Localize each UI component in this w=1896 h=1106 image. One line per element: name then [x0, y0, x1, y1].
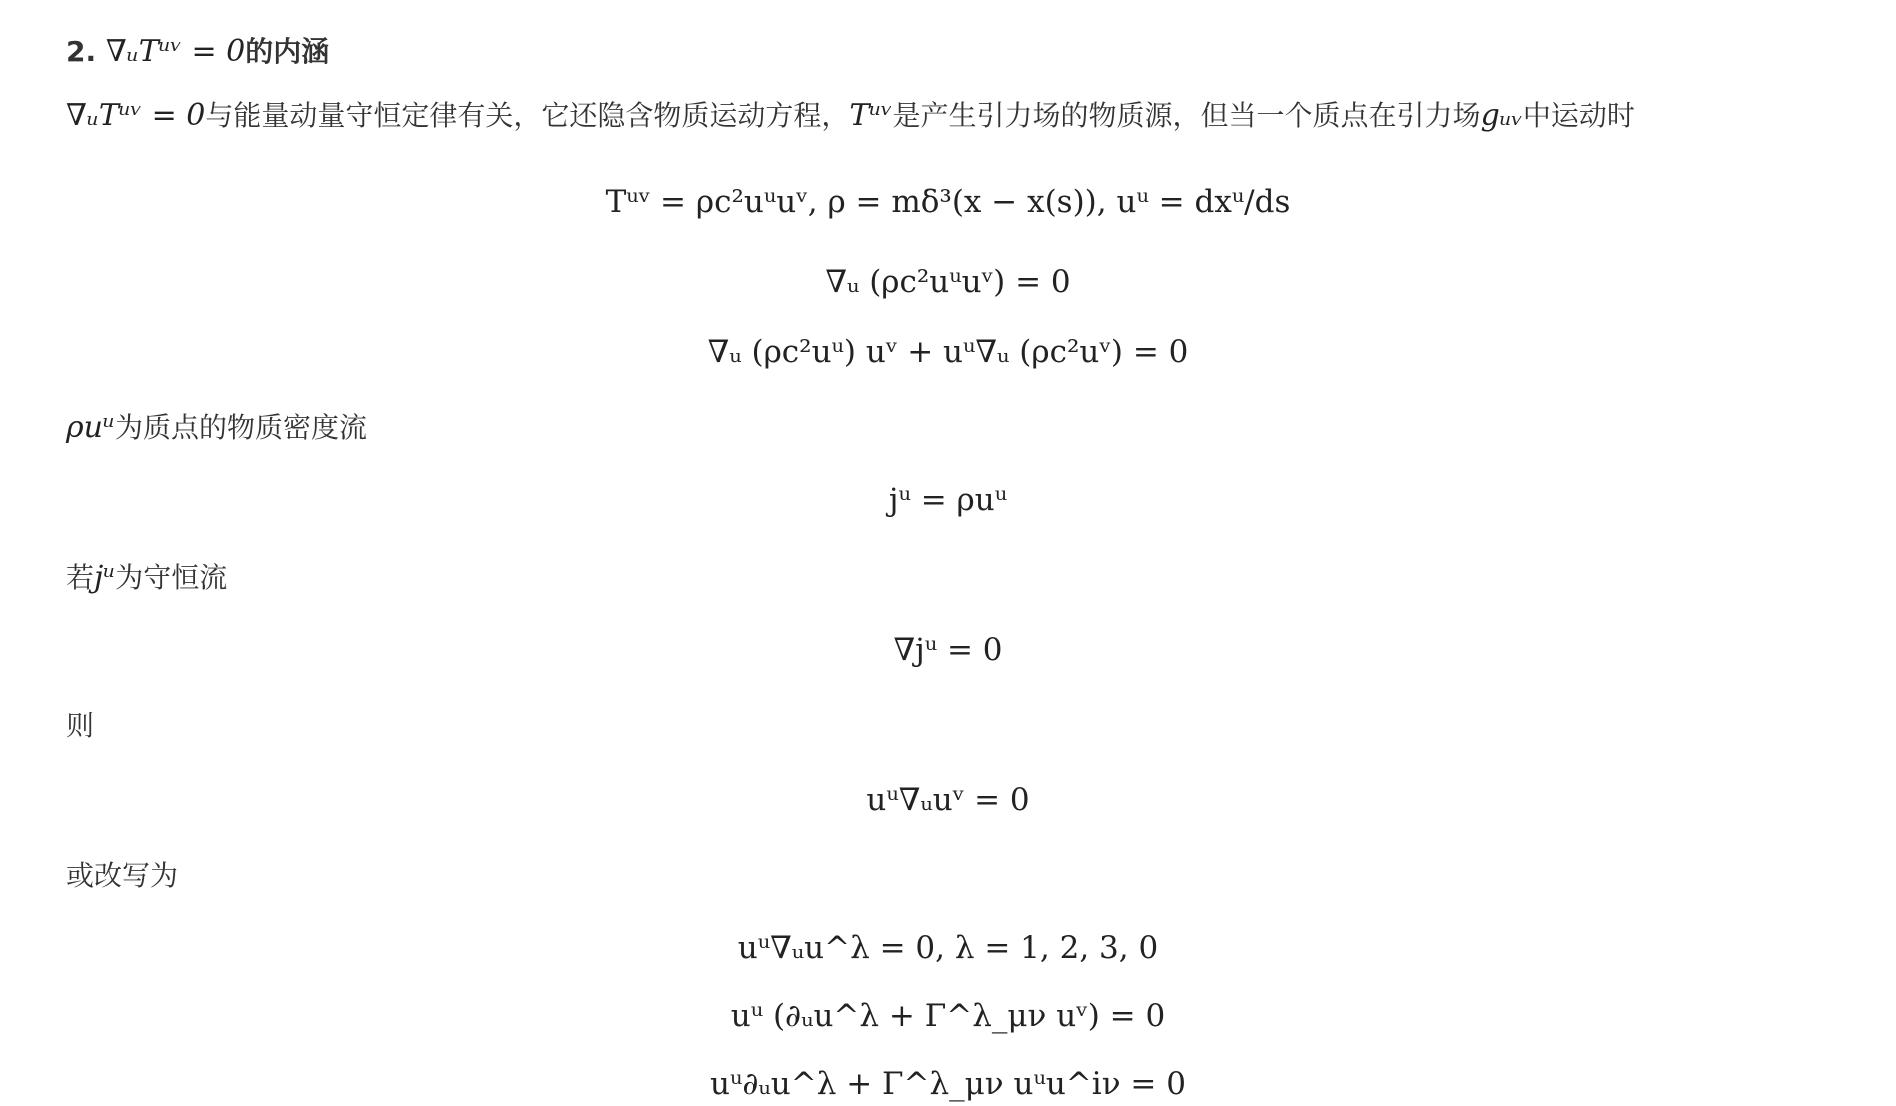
equation-geodesic-christoffel: uᵘ (∂ᵤu^λ + Γ^λ_μν uᵛ) = 0 [730, 998, 1166, 1034]
intro-math-3: gᵤᵥ [1480, 98, 1523, 133]
equation-geodesic-lambda: uᵘ∇ᵤu^λ = 0, λ = 1, 2, 3, 0 [737, 930, 1159, 966]
equation-stress-energy: Tᵘᵛ = ρc²uᵘuᵛ, ρ = mδ³(x − x(s)), uᵘ = dxᵘ/ds [605, 184, 1291, 220]
equation-current: jᵘ = ρuᵘ [888, 482, 1008, 518]
intro-math-2: Tᵘᵛ [849, 98, 893, 133]
intro-text-2: 是产生引力场的物质源，但当一个质点在引力场 [892, 99, 1481, 132]
density-text: 为质点的物质密度流 [114, 411, 367, 444]
equation-conservation: ∇jᵘ = 0 [893, 632, 1003, 668]
conserved-paragraph [66, 558, 227, 598]
density-math: ρuᵘ [66, 410, 115, 445]
conserved-math: jᵘ [94, 560, 116, 595]
then-paragraph: 则 [66, 709, 95, 742]
conserved-text: 为守恒流 [115, 561, 228, 594]
section-heading [66, 32, 329, 72]
intro-paragraph [66, 96, 1635, 136]
intro-math-1: ∇ᵤTᵘᵛ = 0 [66, 98, 206, 133]
conserved-prefix: 若 [66, 561, 95, 594]
heading-text: 的内涵 [245, 35, 330, 68]
heading-math: ∇ᵤTᵘᵛ = 0 [105, 34, 246, 69]
intro-text-1: 与能量动量守恒定律有关，它还隐含物质运动方程， [205, 99, 850, 132]
equation-geodesic-final: uᵘ∂ᵤu^λ + Γ^λ_μν uᵘu^iν = 0 [710, 1066, 1186, 1102]
density-paragraph [66, 408, 367, 448]
intro-text-3: 中运动时 [1522, 99, 1635, 132]
rewrite-paragraph: 或改写为 [66, 859, 179, 892]
equation-geodesic-short: uᵘ∇ᵤuᵛ = 0 [866, 782, 1030, 818]
section-number: 2. [66, 35, 97, 68]
equation-divergence: ∇ᵤ (ρc²uᵘuᵛ) = 0 [825, 264, 1071, 300]
equation-divergence-expanded: ∇ᵤ (ρc²uᵘ) uᵛ + uᵘ∇ᵤ (ρc²uᵛ) = 0 [707, 334, 1189, 370]
